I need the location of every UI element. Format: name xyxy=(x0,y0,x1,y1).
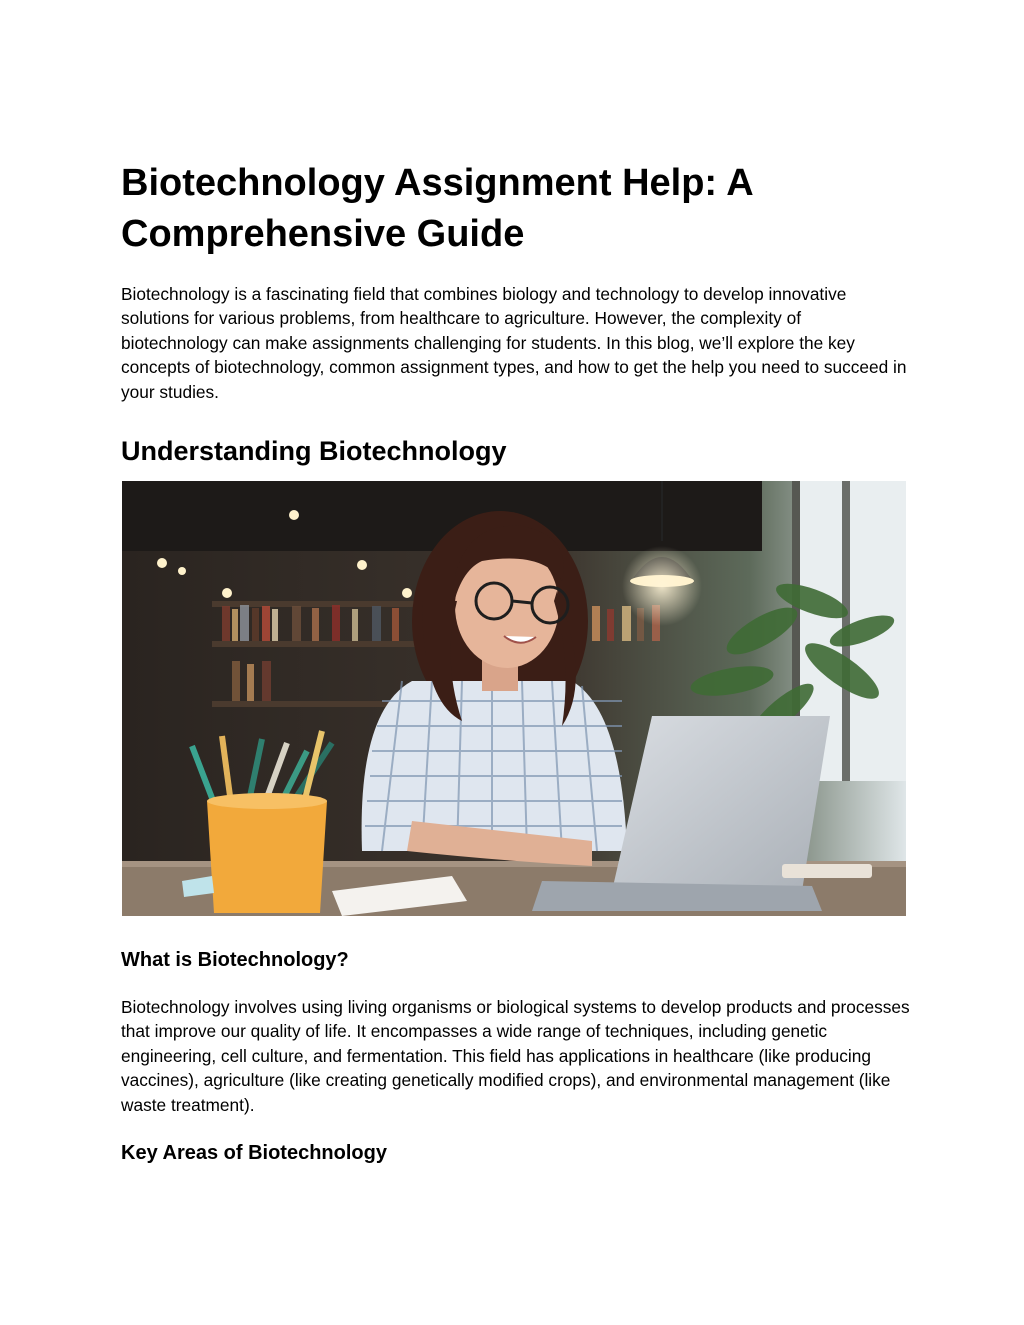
subsection-heading-key-areas: Key Areas of Biotechnology xyxy=(121,1142,387,1164)
what-is-paragraph: Biotechnology involves using living organisms or biological systems to develop products and processes that improve our quality of life. It encompasses a wide range of techniques, including genetic engineering, cell culture, and fermentation. This field has applications in healthcare (like producing vaccines), agriculture (like creating genetically modified crops), and environmental management (like waste treatment). xyxy=(121,997,910,1115)
article-photo xyxy=(122,481,906,916)
photo-woman-laptop-icon xyxy=(122,481,906,916)
section-heading: Understanding Biotechnology xyxy=(121,436,507,466)
intro-paragraph: Biotechnology is a fascinating field that combines biology and technology to develop innovative solutions for various problems, from healthcare to agriculture. However, the complexity of biotechnology can make assignments challenging for students. In this blog, we’ll explore the key concepts of biotechnology, common assignment types, and how to get the help you need to succeed in your studies. xyxy=(121,284,907,402)
page-title: Biotechnology Assignment Help: A Comprehensive Guide xyxy=(121,162,753,255)
subsection-heading-what-is: What is Biotechnology? xyxy=(121,949,349,971)
